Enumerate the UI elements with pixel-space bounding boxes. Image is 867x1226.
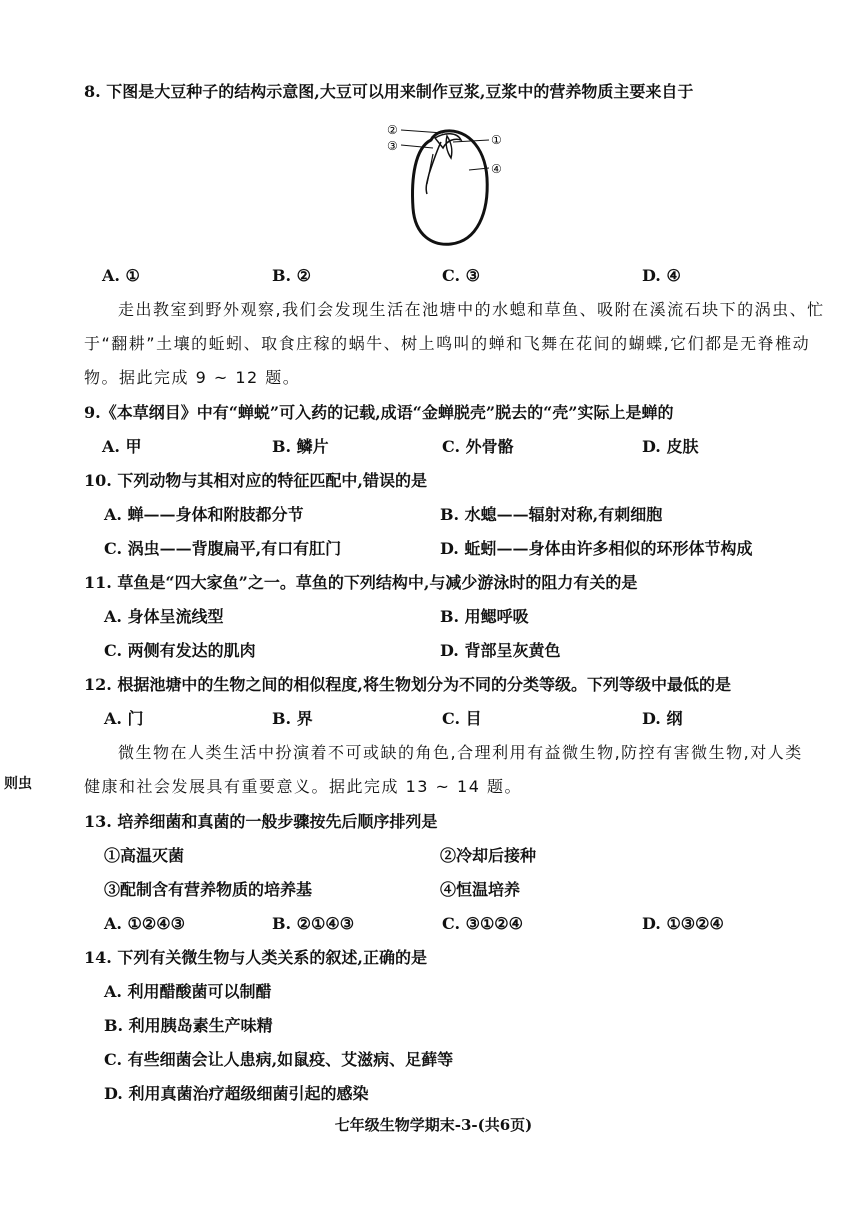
q13-step-4: ④恒温培养 bbox=[440, 880, 521, 899]
q12-option-d: D. 纲 bbox=[642, 709, 683, 728]
q14-option-a: A. 利用醋酸菌可以制醋 bbox=[104, 982, 272, 1001]
q13-step-2: ②冷却后接种 bbox=[440, 846, 537, 865]
q9-option-d: D. 皮肤 bbox=[642, 437, 699, 456]
q13-option-c: C. ③①②④ bbox=[442, 914, 523, 933]
passage-2-line-1: 微生物在人类生活中扮演着不可或缺的角色,合理利用有益微生物,防控有害微生物,对人类 bbox=[118, 743, 803, 762]
q8-option-b: B. ② bbox=[272, 266, 312, 285]
question-10-stem: 10. 下列动物与其相对应的特征匹配中,错误的是 bbox=[84, 471, 427, 490]
question-9-stem: 9.《本草纲目》中有“蝉蜕”可入药的记载,成语“金蝉脱壳”脱去的“壳”实际上是蝉的 bbox=[84, 403, 674, 422]
figure-label-2: ② bbox=[387, 123, 398, 137]
q12-option-a: A. 门 bbox=[104, 709, 144, 728]
figure-label-1: ① bbox=[491, 133, 502, 147]
soybean-seed-diagram bbox=[385, 118, 515, 250]
passage-1-line-2: 于“翻耕”土壤的蚯蚓、取食庄稼的蜗牛、树上鸣叫的蝉和飞舞在花间的蝴蝶,它们都是无脊椎动 bbox=[84, 334, 811, 353]
passage-2-line-2: 健康和社会发展具有重要意义。据此完成 13 ~ 14 题。 bbox=[84, 777, 522, 796]
q13-step-3: ③配制含有营养物质的培养基 bbox=[104, 880, 313, 899]
q9-option-b: B. 鳞片 bbox=[272, 437, 329, 456]
question-14-stem: 14. 下列有关微生物与人类关系的叙述,正确的是 bbox=[84, 948, 427, 967]
q13-option-a: A. ①②④③ bbox=[104, 914, 185, 933]
q8-option-c: C. ③ bbox=[442, 266, 480, 285]
q12-option-c: C. 目 bbox=[442, 709, 482, 728]
figure-label-4: ④ bbox=[491, 162, 502, 176]
q10-option-c: C. 涡虫——背腹扁平,有口有肛门 bbox=[104, 539, 342, 558]
margin-mark: 则虫 bbox=[4, 776, 32, 792]
q11-option-d: D. 背部呈灰黄色 bbox=[440, 641, 561, 660]
q14-option-d: D. 利用真菌治疗超级细菌引起的感染 bbox=[104, 1084, 369, 1103]
question-11-stem: 11. 草鱼是“四大家鱼”之一。草鱼的下列结构中,与减少游泳时的阻力有关的是 bbox=[84, 573, 638, 592]
q14-option-b: B. 利用胰岛素生产味精 bbox=[104, 1016, 273, 1035]
q11-option-c: C. 两侧有发达的肌肉 bbox=[104, 641, 256, 660]
q11-option-b: B. 用鳃呼吸 bbox=[440, 607, 529, 626]
q8-option-a: A. ① bbox=[102, 266, 140, 285]
q14-option-c: C. 有些细菌会让人患病,如鼠疫、艾滋病、足藓等 bbox=[104, 1050, 454, 1069]
passage-1-line-1: 走出教室到野外观察,我们会发现生活在池塘中的水螅和草鱼、吸附在溪流石块下的涡虫、忙 bbox=[118, 300, 825, 319]
q9-option-c: C. 外骨骼 bbox=[442, 437, 514, 456]
passage-1-line-3: 物。据此完成 9 ~ 12 题。 bbox=[84, 368, 301, 387]
question-13-stem: 13. 培养细菌和真菌的一般步骤按先后顺序排列是 bbox=[84, 812, 438, 831]
q9-option-a: A. 甲 bbox=[102, 437, 142, 456]
q12-option-b: B. 界 bbox=[272, 709, 313, 728]
page-footer: 七年级生物学期末-3-(共6页) bbox=[334, 1116, 533, 1134]
q13-step-1: ①高温灭菌 bbox=[104, 846, 185, 865]
question-12-stem: 12. 根据池塘中的生物之间的相似程度,将生物划分为不同的分类等级。下列等级中最低的是 bbox=[84, 675, 731, 694]
q8-option-d: D. ④ bbox=[642, 266, 681, 285]
q10-option-d: D. 蚯蚓——身体由许多相似的环形体节构成 bbox=[440, 539, 753, 558]
q13-option-d: D. ①③②④ bbox=[642, 914, 724, 933]
figure-label-3: ③ bbox=[387, 139, 398, 153]
q10-option-b: B. 水螅——辐射对称,有刺细胞 bbox=[440, 505, 663, 524]
question-8-stem: 8. 下图是大豆种子的结构示意图,大豆可以用来制作豆浆,豆浆中的营养物质主要来自于 bbox=[84, 82, 694, 101]
q13-option-b: B. ②①④③ bbox=[272, 914, 355, 933]
q11-option-a: A. 身体呈流线型 bbox=[104, 607, 224, 626]
q10-option-a: A. 蝉——身体和附肢都分节 bbox=[104, 505, 304, 524]
